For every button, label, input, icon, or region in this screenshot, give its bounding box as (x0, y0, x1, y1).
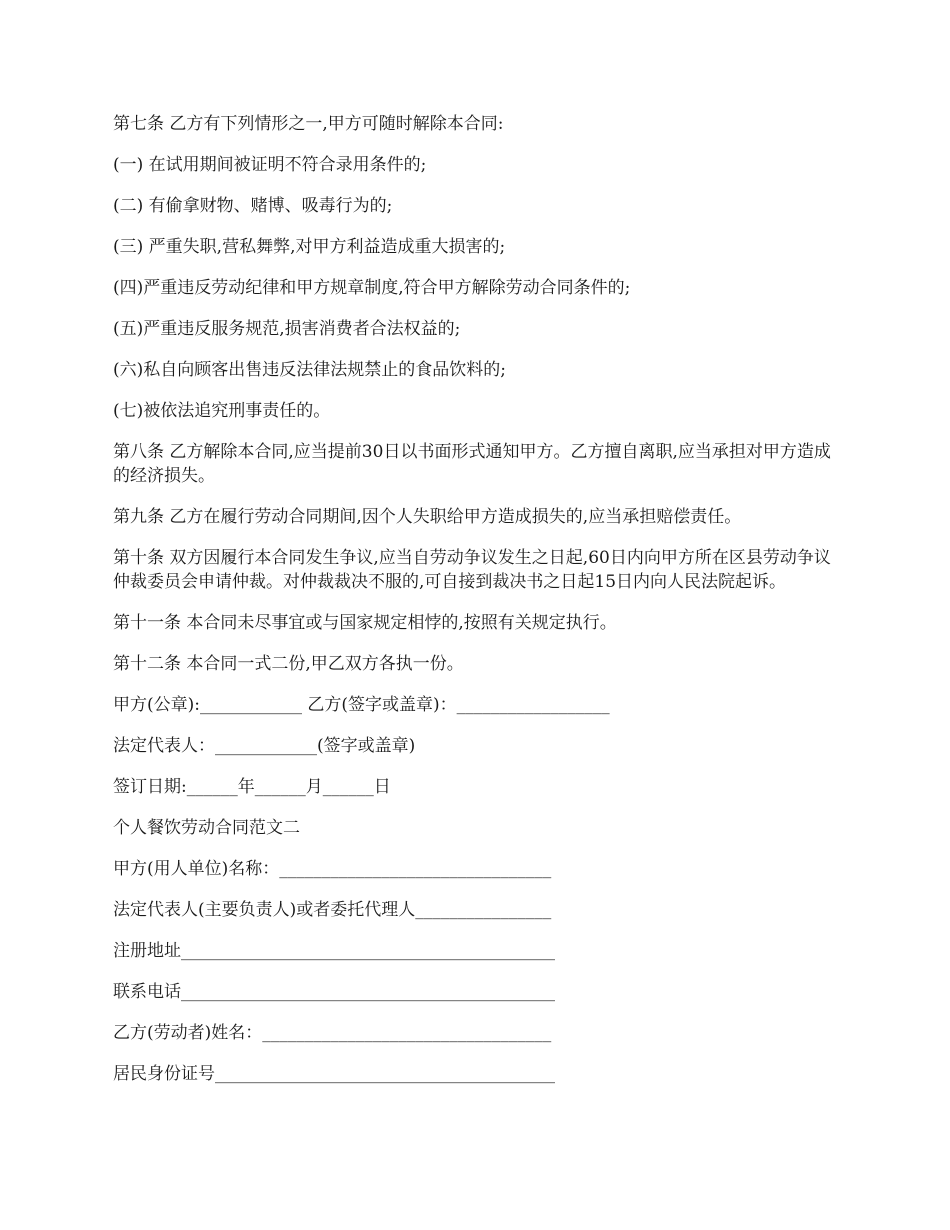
contact-phone-field: 联系电话____________________________________________ (113, 982, 555, 1002)
article-9: 第九条 乙方在履行劳动合同期间,因个人失职给甲方造成损失的,应当承担赔偿责任。 (113, 507, 742, 527)
clause-item-3: (三) 严重失职,营私舞弊,对甲方利益造成重大损害的; (113, 237, 506, 257)
clause-item-6: (六)私自向顾客出售违反法律法规禁止的食品饮料的; (113, 360, 506, 380)
clause-item-7: (七)被依法追究刑事责任的。 (113, 401, 331, 421)
registered-address-field: 注册地址____________________________________________ (113, 941, 555, 961)
clause-item-5: (五)严重违反服务规范,损害消费者合法权益的; (113, 319, 461, 339)
article-8: 第八条 乙方解除本合同,应当提前30日以书面形式通知甲方。乙方擅自离职,应当承担对甲方造成的经济损失。 (113, 442, 831, 486)
clause-item-4: (四)严重违反劳动纪律和甲方规章制度,符合甲方解除劳动合同条件的; (113, 278, 631, 298)
id-number-field: 居民身份证号________________________________________ (113, 1064, 555, 1084)
legal-representative-field: 法定代表人(主要负责人)或者委托代理人________________ (113, 900, 552, 920)
signing-date-line: 签订日期:______年______月______日 (113, 777, 391, 797)
section-title-sample-two: 个人餐饮劳动合同范文二 (113, 818, 300, 838)
document-page (113, 112, 838, 1103)
employer-name-field: 甲方(用人单位)名称：________________________________ (113, 859, 552, 879)
signature-line-representative: 法定代表人：____________(签字或盖章) (113, 736, 416, 756)
employee-name-field: 乙方(劳动者)姓名：__________________________________ (113, 1023, 552, 1043)
clause-item-1: (一) 在试用期间被证明不符合录用条件的; (113, 155, 427, 175)
article-10: 第十条 双方因履行本合同发生争议,应当自劳动争议发生之日起,60日内向甲方所在区县劳动争议仲裁委员会申请仲裁。对仲裁裁决不服的,可自接到裁决书之日起15日内向人民法院起诉。 (113, 548, 831, 592)
article-7-heading: 第七条 乙方有下列情形之一,甲方可随时解除本合同: (113, 114, 504, 134)
signature-line-parties: 甲方(公章):____________ 乙方(签字或盖章)：__________________ (113, 695, 610, 715)
clause-item-2: (二) 有偷拿财物、赌博、吸毒行为的; (113, 196, 393, 216)
article-12: 第十二条 本合同一式二份,甲乙双方各执一份。 (113, 654, 464, 674)
article-11: 第十一条 本合同未尽事宜或与国家规定相悖的,按照有关规定执行。 (113, 613, 617, 633)
